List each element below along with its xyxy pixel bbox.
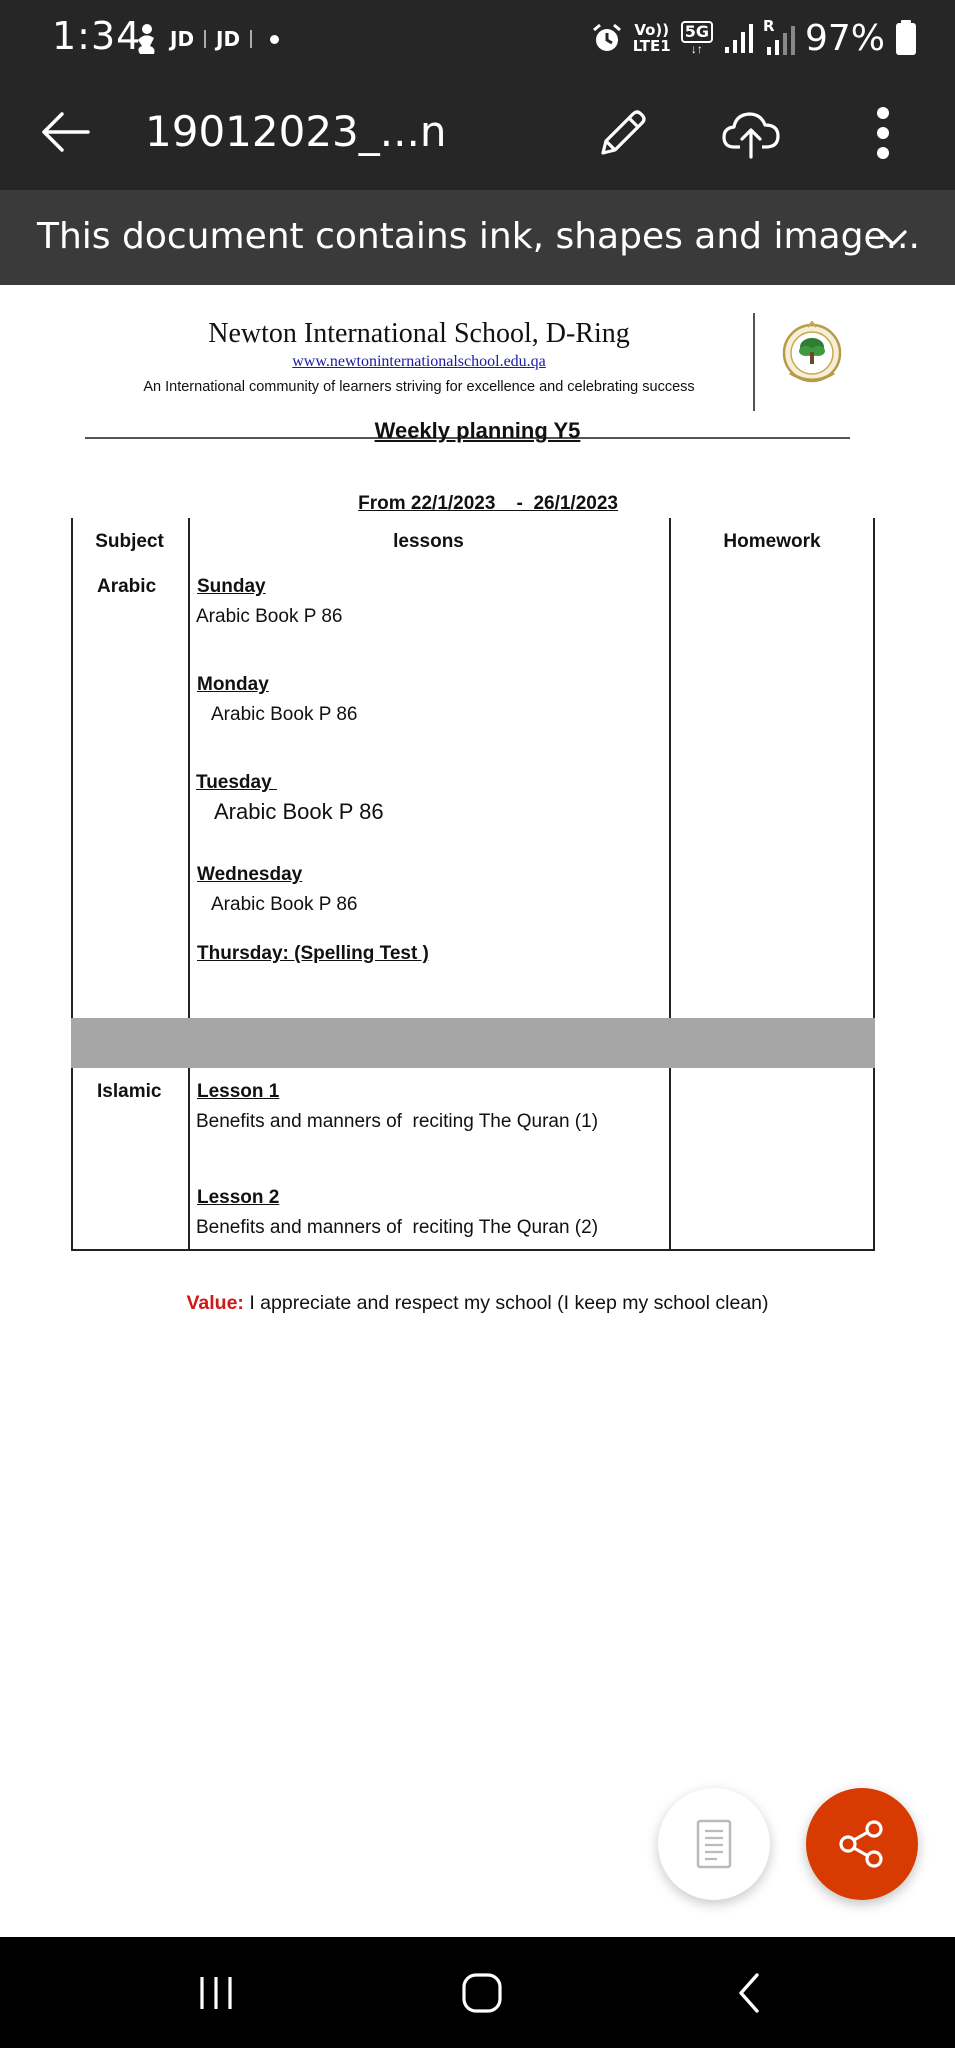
upload-button[interactable] xyxy=(718,100,784,166)
value-label: Value: xyxy=(186,1292,244,1314)
back-button[interactable] xyxy=(36,102,96,162)
subject-islamic: Islamic xyxy=(97,1081,162,1102)
lesson-label: Lesson 2 xyxy=(197,1187,280,1208)
signal-icon xyxy=(723,23,753,53)
share-button[interactable] xyxy=(806,1788,918,1900)
edit-button[interactable] xyxy=(590,100,656,166)
heading-text: Weekly planning Y5 xyxy=(374,418,581,443)
date-range-text: From 22/1/2023 - 26/1/2023 xyxy=(358,493,618,514)
document-heading xyxy=(0,418,955,444)
back-nav-button[interactable] xyxy=(720,1965,780,2021)
roaming-signal-icon xyxy=(762,17,795,55)
app-toolbar xyxy=(0,78,955,190)
network-5g-indicator xyxy=(681,21,713,55)
home-button[interactable] xyxy=(452,1965,512,2021)
home-icon xyxy=(460,1971,504,2015)
chevron-left-icon xyxy=(735,1971,765,2015)
status-right-icons xyxy=(591,16,917,60)
day-label: Thursday: (Spelling Test ) xyxy=(197,943,429,964)
document-icon xyxy=(695,1819,733,1869)
lesson-text: Benefits and manners of reciting The Quran (1) xyxy=(196,1111,599,1132)
pencil-icon xyxy=(593,103,653,163)
battery-icon xyxy=(895,20,917,56)
divider xyxy=(204,30,206,48)
table-border-right xyxy=(873,518,875,1250)
status-left-icons xyxy=(130,22,279,56)
status-bar xyxy=(0,0,955,78)
more-vert-icon xyxy=(873,105,893,161)
lesson-label: Lesson 1 xyxy=(197,1081,280,1102)
section-separator xyxy=(71,1018,875,1068)
recent-apps-icon xyxy=(194,1973,238,2013)
header-homework: Homework xyxy=(723,531,821,552)
column-divider xyxy=(188,1068,190,1250)
battery-percent: 97% xyxy=(804,17,885,59)
school-url-link[interactable]: www.newtoninternationalschool.edu.qa xyxy=(292,353,546,370)
day-label: Monday xyxy=(197,674,269,695)
recent-apps-button[interactable] xyxy=(186,1965,246,2021)
banner-text: This document contains ink, shapes and image... xyxy=(37,216,920,257)
divider xyxy=(250,30,252,48)
header-subject: Subject xyxy=(95,531,164,552)
status-time: 1:34 xyxy=(52,14,142,58)
school-logo-icon xyxy=(780,321,844,391)
document-warning-banner[interactable] xyxy=(0,190,955,285)
notification-dot-icon xyxy=(270,35,279,44)
letterhead xyxy=(85,313,850,411)
alarm-icon xyxy=(591,22,623,54)
5g-label: 5G xyxy=(681,21,713,43)
status-label-2: JD xyxy=(216,27,241,51)
cloud-upload-icon xyxy=(720,103,782,163)
column-divider xyxy=(188,518,190,1018)
lesson-text: Arabic Book P 86 xyxy=(211,704,358,725)
back-arrow-icon xyxy=(36,102,96,162)
lesson-text: Arabic Book P 86 xyxy=(196,606,343,627)
table-border-bottom xyxy=(71,1249,875,1251)
data-arrows-icon: ↓↑ xyxy=(690,42,703,56)
column-divider xyxy=(669,518,671,1018)
roaming-label: R xyxy=(762,17,775,35)
column-divider xyxy=(669,1068,671,1250)
child-icon xyxy=(130,22,160,56)
system-nav-bar xyxy=(0,1937,955,2048)
volte-label: Vo)) xyxy=(634,21,670,39)
lesson-text: Arabic Book P 86 xyxy=(214,799,384,824)
value-statement xyxy=(0,1292,955,1315)
subject-arabic: Arabic xyxy=(97,576,157,597)
lte-label: LTE1 xyxy=(632,37,671,55)
document-page[interactable] xyxy=(0,285,955,1937)
day-label: Tuesday xyxy=(196,772,277,793)
lesson-text: Arabic Book P 86 xyxy=(211,894,358,915)
reading-view-button[interactable] xyxy=(658,1788,770,1900)
letterhead-text xyxy=(85,313,753,398)
letterhead-divider xyxy=(753,313,755,411)
header-lessons: lessons xyxy=(393,531,464,552)
school-motto: An International community of learners striving for excellence and celebrating success xyxy=(143,379,695,395)
status-label-1: JD xyxy=(170,27,195,51)
value-text: I appreciate and respect my school (I keep my school clean) xyxy=(243,1292,769,1314)
document-title[interactable]: 19012023_...n xyxy=(145,107,447,156)
lesson-text: Benefits and manners of reciting The Quran (2) xyxy=(196,1217,599,1238)
more-options-button[interactable] xyxy=(850,100,916,166)
school-name: Newton International School, D-Ring xyxy=(208,318,630,349)
volte-indicator xyxy=(633,22,671,54)
day-label: Sunday xyxy=(197,576,266,597)
table-border-left xyxy=(71,518,73,1250)
weekly-plan-table xyxy=(71,518,875,1258)
chevron-down-icon[interactable] xyxy=(871,216,915,260)
day-label: Wednesday xyxy=(197,864,303,885)
share-icon xyxy=(835,1817,889,1871)
